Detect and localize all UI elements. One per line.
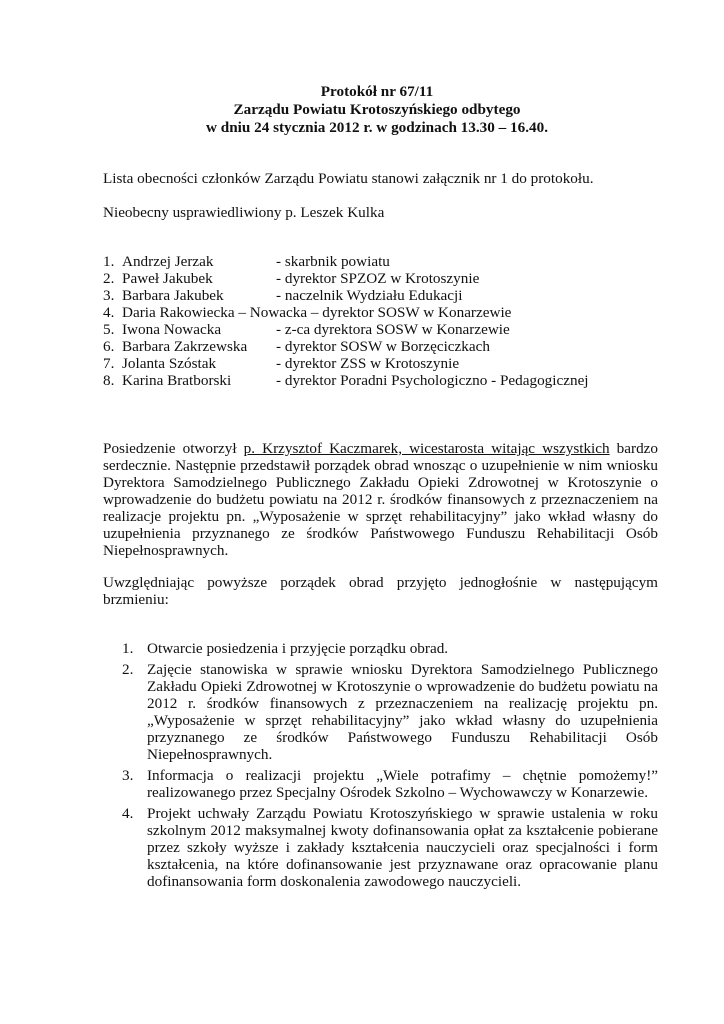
attendee-name: Paweł Jakubek [122,270,213,287]
opening-chair: p. Krzysztof Kaczmarek, wicestarosta witając wszystkich [243,440,610,457]
attendee-role: - dyrektor SOSW w Borzęciczkach [276,338,490,355]
attendee-name: Jolanta Szóstak [122,355,217,372]
attendee-number: 4. [103,304,115,321]
attendee-role: - skarbnik powiatu [276,253,390,270]
agenda-intro: Uwzględniając powyższe porządek obrad przyjęto jednogłośnie w następującym brzmieniu: [103,574,658,608]
opening-post: bardzo serdecznie. Następnie przedstawił porządek obrad wnosząc o uzupełnienie w nim wniosku Dyrektora Samodzielnego Publicznego Zakładu Opieki Zdrowotnej w Krotoszynie o wprowadzenie do budżetu powiatu na 2012 r. środków finansowych z przeznaczeniem na realizacje projektu pn. „Wyposażenie w sprzęt rehabilitacyjny” jako wkład własny do uzupełnienia przyznanego ze środków Państwowego Funduszu Rehabilitacji Osób Niepełnosprawnych. [103,440,658,559]
attendee-role: - naczelnik Wydziału Edukacji [276,287,463,304]
attendee-name: Andrzej Jerzak [122,253,214,270]
attendee-role: - dyrektor ZSS w Krotoszynie [276,355,460,372]
attendance-note: Lista obecności członków Zarządu Powiatu stanowi załącznik nr 1 do protokołu. [103,170,594,187]
opening-pre: Posiedzenie otworzył [103,440,244,457]
agenda-item-number: 1. [122,640,134,657]
attendee-role: - dyrektor SPZOZ w Krotoszynie [276,270,480,287]
attendee-number: 3. [103,287,115,304]
attendee-number: 1. [103,253,115,270]
attendee-number: 8. [103,372,115,389]
opening-paragraph [103,440,658,559]
attendee-name: Daria Rakowiecka – Nowacka – dyrektor SOSW w Konarzewie [122,304,512,321]
agenda-item-text: Projekt uchwały Zarządu Powiatu Krotoszyńskiego w sprawie ustalenia w roku szkolnym 2012 maksymalnej kwoty dofinansowania opłat za kształcenie pobierane przez szkoły wyższe i zakłady kształcenia nauczycieli oraz specjalności i form kształcenia, na które dofinansowanie jest przyznawane oraz opracowanie planu dofinansowania form doskonalenia zawodowego nauczycieli. [147,805,658,890]
attendee-number: 6. [103,338,115,355]
agenda-item-number: 4. [122,805,134,822]
attendee-role: - dyrektor Poradni Psychologiczno - Pedagogicznej [276,372,589,389]
title-line-3: w dniu 24 stycznia 2012 r. w godzinach 13.30 – 16.40. [205,119,549,136]
agenda-list [122,640,658,894]
absent-note: Nieobecny usprawiedliwiony p. Leszek Kulka [103,204,385,221]
agenda-item [122,805,658,890]
title-line-1: Protokół nr 67/11 [320,83,434,100]
agenda-item [122,767,658,801]
agenda-item-number: 3. [122,767,134,784]
document-title [0,83,724,137]
agenda-item [122,661,658,763]
attendee-number: 5. [103,321,115,338]
title-line-2: Zarządu Powiatu Krotoszyńskiego odbytego [233,101,521,118]
agenda-item-text: Informacja o realizacji projektu „Wiele potrafimy – chętnie pomożemy!” realizowanego przez Specjalny Ośrodek Szkolno – Wychowawczy w Konarzewie. [147,767,658,801]
attendee-role: - z-ca dyrektora SOSW w Konarzewie [276,321,510,338]
agenda-item-text: Otwarcie posiedzenia i przyjęcie porządku obrad. [147,640,449,657]
attendee-number: 2. [103,270,115,287]
agenda-item [122,640,658,657]
attendee-name: Iwona Nowacka [122,321,222,338]
agenda-item-text: Zajęcie stanowiska w sprawie wniosku Dyrektora Samodzielnego Publicznego Zakładu Opieki Zdrowotnej w Krotoszynie o wprowadzenie do budżetu powiatu na 2012 r. środków finansowych z przeznaczeniem na realizację projektu pn. „Wyposażenie w sprzęt rehabilitacyjny” jako wkład własny do uzupełnienia przyznanego ze środków Państwowego Funduszu Rehabilitacji Osób Niepełnosprawnych. [147,661,658,763]
agenda-item-number: 2. [122,661,134,678]
attendee-name: Karina Bratborski [122,372,232,389]
attendee-number: 7. [103,355,115,372]
attendee-name: Barbara Zakrzewska [122,338,248,355]
attendee-name: Barbara Jakubek [122,287,224,304]
